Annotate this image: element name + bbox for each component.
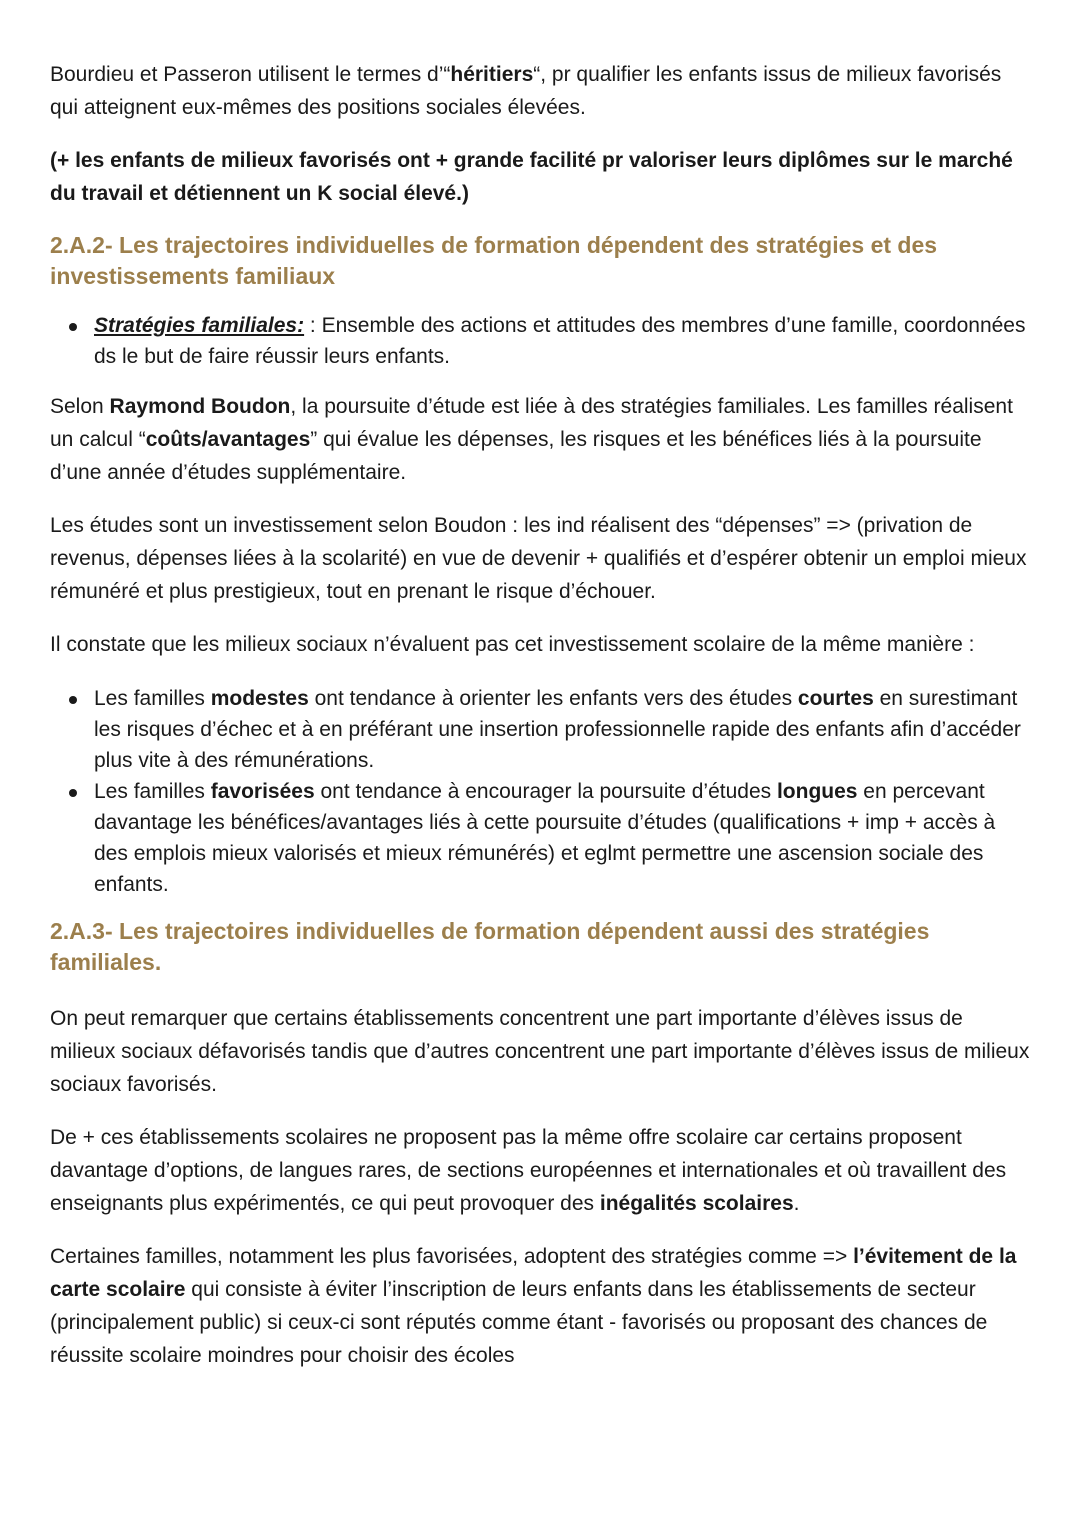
family-strategies-list [50,683,1030,900]
text: Selon [50,395,110,418]
definition-list [50,310,1030,372]
text: ont tendance à orienter les enfants vers des études [308,687,798,710]
text: en percevant davantage les bénéfices/avantages liés à cette poursuite d’études (qualifications + imp + accès à des emplois mieux valorisés et mieux rémunérés) et eglmt permettre une ascension sociale des enfants. [94,780,996,896]
definition-term: Stratégies familiales: [94,314,305,337]
text: De + ces établissements scolaires ne proposent pas la même offre scolaire car certains proposent davantage d’options, de langues rares, de sections européennes et internationales et où travaillent des enseignants plus expérimentés, ce qui peut provoquer des [50,1126,1007,1215]
list-item-modestes [50,683,1030,776]
bold-term: favorisées [210,780,315,803]
list-item-favorisees [50,776,1030,900]
text: , la poursuite d’étude est liée à des stratégies familiales. Les familles réalisent un calcul “ [50,395,1013,451]
paragraph-investissement: Les études sont un investissement selon Boudon : les ind réalisent des “dépenses” => (privation de revenus, dépenses liées à la scolarité) en vue de devenir + qualifiés et d’espérer obtenir un emploi mieux rémunéré et plus prestigieux, tout en prenant le risque d’échouer. [50,514,1027,603]
bold-term: Raymond Boudon [109,395,291,418]
paragraph-carte-scolaire [50,1240,1030,1372]
text: ont tendance à encourager la poursuite d’études [314,780,777,803]
bold-term: modestes [210,687,309,710]
bold-term: coûts/avantages [145,428,311,451]
paragraph-constat: Il constate que les milieux sociaux n’évaluent pas cet investissement scolaire de la même manière : [50,633,975,656]
text: Les familles [94,780,211,803]
bold-term: longues [776,780,858,803]
paragraph-offre-scolaire [50,1121,1030,1220]
text: “, pr qualifier les enfants issus de milieux favorisés qui atteignent eux-mêmes des positions sociales élevées. [50,63,1002,119]
text: en surestimant les risques d’échec et à en préférant une insertion professionnelle rapide des enfants afin d’accéder plus vite à des rémunérations. [94,687,1021,772]
text: Bourdieu et Passeron utilisent le termes d’“ [50,63,451,86]
text: . [793,1192,800,1215]
definition-text: : Ensemble des actions et attitudes des membres d’une famille, coordonnées ds le but de faire réussir leurs enfants. [94,314,1026,368]
paragraph-heritiers [50,58,1030,124]
text: qui consiste à éviter l’inscription de leurs enfants dans les établissements de secteur (principalement public) si ceux-ci sont réputés comme étant - favorisés ou proposant des chances de réussite scolaire moindres pour choisir des écoles [50,1278,988,1367]
section-heading-2a3: 2.A.3- Les trajectoires individuelles de formation dépendent aussi des stratégies familiales. [50,918,930,975]
text: Les familles [94,687,211,710]
section-heading-2a2: 2.A.2- Les trajectoires individuelles de formation dépendent des stratégies et des investissements familiaux [50,232,938,289]
paragraph-note: (+ les enfants de milieux favorisés ont + grande facilité pr valoriser leurs diplômes sur le marché du travail et détiennent un K social élevé.) [50,149,1013,205]
paragraph-etablissements: On peut remarquer que certains établissements concentrent une part importante d’élèves issus de milieux sociaux défavorisés tandis que d’autres concentrent une part importante d’élèves issus de milieux sociaux favorisés. [50,1007,1030,1096]
bold-term: courtes [797,687,874,710]
bold-term: héritiers [450,63,534,86]
bold-term: l’évitement de la carte scolaire [50,1245,1017,1301]
text: ” qui évalue les dépenses, les risques et les bénéfices liés à la poursuite d’une année d’études supplémentaire. [50,428,982,484]
list-item-definition [50,310,1030,372]
paragraph-boudon [50,390,1030,489]
bold-term: inégalités scolaires [599,1192,794,1215]
text: Certaines familles, notamment les plus favorisées, adoptent des stratégies comme => [50,1245,854,1268]
